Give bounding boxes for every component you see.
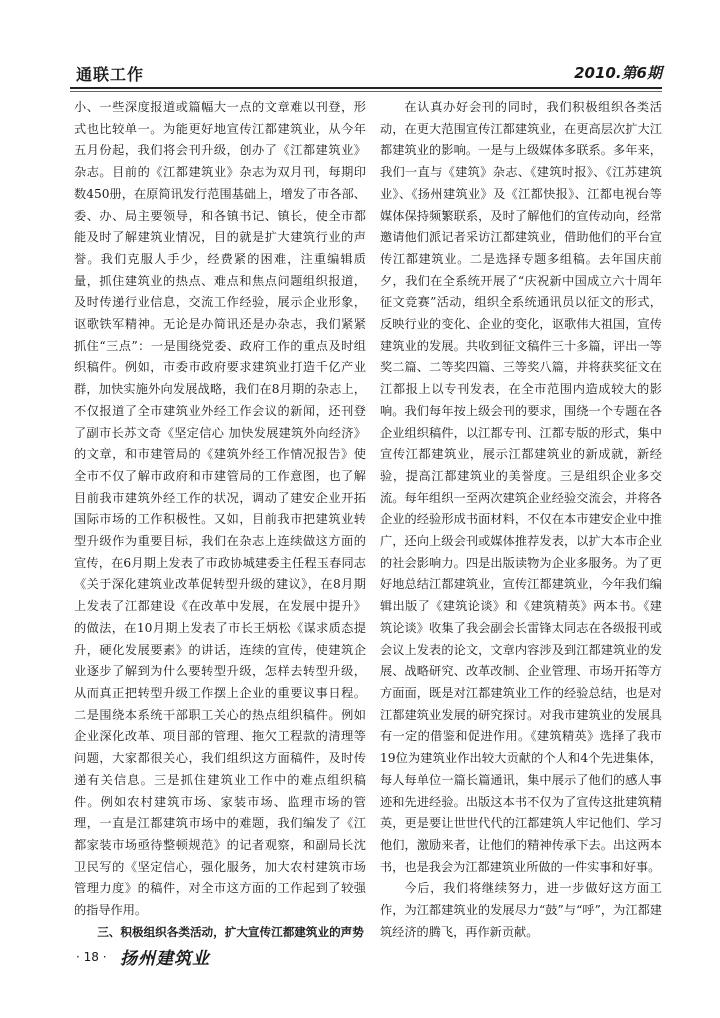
issue-label: 2010.第6期: [574, 64, 662, 82]
left-column: [74, 97, 366, 943]
page-footer: [76, 944, 276, 970]
section-heading: 三、积极组织各类活动，扩大宣传江都建筑业的声势: [97, 924, 364, 939]
right-column: [380, 97, 662, 943]
section-title: 通联工作: [76, 65, 145, 84]
header-rule: [70, 87, 662, 89]
body-paragraph: 今后，我们将继续努力，进一步做好这方面工作，为江都建筑业的发展尽力“鼓”与“呼”，为江都建筑经济的腾飞，再作新贡献。: [380, 881, 662, 939]
journal-logo: 扬州建筑业: [120, 949, 210, 969]
body-paragraph: 小、一些深度报道或篇幅大一点的文章难以刊登，形式也比较单一。为能更好地宣传江都建筑业，从今年五月份起，我们将会刊升级，创办了《江都建筑业》杂志。目前的《江都建筑业》杂志为双月刊，每期印数450册，在原简讯发行范围基础上，增发了市各部、委、办、局主要领导，和各镇书记、镇长，使全市都能及时了解建筑业情况，目的就是扩大建筑行业的声誉。我们克服人手少，经费紧的困难，注重编辑质量，抓住建筑业的热点、难点和焦点问题组织报道，及时传递行业信息，交流工作经验，展示企业形象，讴歌铁军精神。无论是办简讯还是办杂志，我们紧紧抓住“三点”：一是围绕党委、政府工作的重点及时组织稿件。例如，市委市政府要求建筑业打造千亿产业群，加快实施外向发展战略，我们在8月期的杂志上，不仅报道了全市建筑业外经工作会议的新闻，还刊登了副市长苏文奇《坚定信心 加快发展建筑外向经济》的文章，和市建管局的《建筑外经工作情况报告》使全市不仅了解市政府和市建管局的工作意图，也了解目前我市建筑外经工作的状况，调动了建安企业开拓国际市场的工作积极性。又如，目前我市把建筑业转型升级作为重要目标，我们在杂志上连续做这方面的宣传，在6月期上发表了市政协城建委主任程玉春同志《关于深化建筑业改革促转型升级的建议》，在8月期上发表了江都建设《在改革中发展，在发展中提升》的做法，在10月期上发表了市长王炳松《谋求质态提升，硬化发展要素》的讲话，连续的宣传，使建筑企业逐步了解到为什么要转型升级，怎样去转型升级，从而真正把转型升级工作摆上企业的重要议事日程。二是围绕本系统干部职工关心的热点组织稿件。例如企业深化改革、项目部的管理、拖欠工程款的清理等问题，大家都很关心，我们组织这方面稿件，及时传递有关信息。三是抓住建筑业工作中的难点组织稿件。例如农村建筑市场、家装市场、监理市场的管理，一直是江都建筑市场中的难题，我们编发了《江都家装市场亟待整顿规范》的记者观察，和副局长沈卫民写的《坚定信心，强化服务，加大农村建筑市场管理力度》的稿件，对全市这方面的工作起到了较强的指导作用。: [74, 100, 366, 918]
page-header: [70, 56, 662, 84]
header-rule-thin: [70, 91, 662, 92]
page-number: · 18 ·: [76, 950, 107, 964]
body-paragraph: 在认真办好会刊的同时，我们积极组织各类活动，在更大范围宣传江都建筑业，在更高层次扩大江都建筑业的影响。一是与上级媒体多联系。多年来，我们一直与《建筑》杂志、《建筑时报》、《江苏建筑业》、《扬州建筑业》及《江都快报》、江都电视台等媒体保持频繁联系，及时了解他们的宣传动向，经常邀请他们派记者采访江都建筑业，借助他们的平台宣传江都建筑业。二是选择专题多组稿。去年国庆前夕，我们在全系统开展了“庆祝新中国成立六十周年征文竞赛”活动，组织全系统通讯员以征文的形式，反映行业的变化、企业的变化，讴歌伟大祖国，宣传建筑业的发展。共收到征文稿件三十多篇，评出一等奖二篇、二等奖四篇、三等奖八篇，并将获奖征文在江都报上以专刊发表，在全市范围内造成较大的影响。我们每年按上级会刊的要求，围绕一个专题在各企业组织稿件，以江都专刊、江都专版的形式，集中宣传江都建筑业，展示江都建筑业的新成就，新经验，提高江都建筑业的美誉度。三是组织企业多交流。每年组织一至两次建筑企业经验交流会，并将各企业的经验形成书面材料，不仅在本市建安企业中推广，还向上级会刊或媒体推荐发表，以扩大本市企业的社会影响力。四是出版读物为企业多服务。为了更好地总结江都建筑业，宣传江都建筑业，今年我们编辑出版了《建筑论谈》和《建筑精英》两本书。《建筑论谈》收集了我会副会长雷锋太同志在各级报刊或会议上发表的论文，文章内容涉及到江都建筑业的发展、战略研究、改革改制、企业管理、市场开拓等方方面面，既是对江都建筑业工作的经验总结，也是对江都建筑业发展的研究探讨。对我市建筑业的发展具有一定的借鉴和促进作用。《建筑精英》选择了我市19位为建筑业作出较大贡献的个人和4个先进集体，每人每单位一篇长篇通讯，集中展示了他们的感人事迹和先进经验。出版这本书不仅为了宣传这批建筑精英，更是要让世世代代的江都建筑人牢记他们、学习他们，激励来者，让他们的精神传承下去。出这两本书，也是我会为江都建筑业所做的一件实事和好事。: [380, 100, 662, 874]
